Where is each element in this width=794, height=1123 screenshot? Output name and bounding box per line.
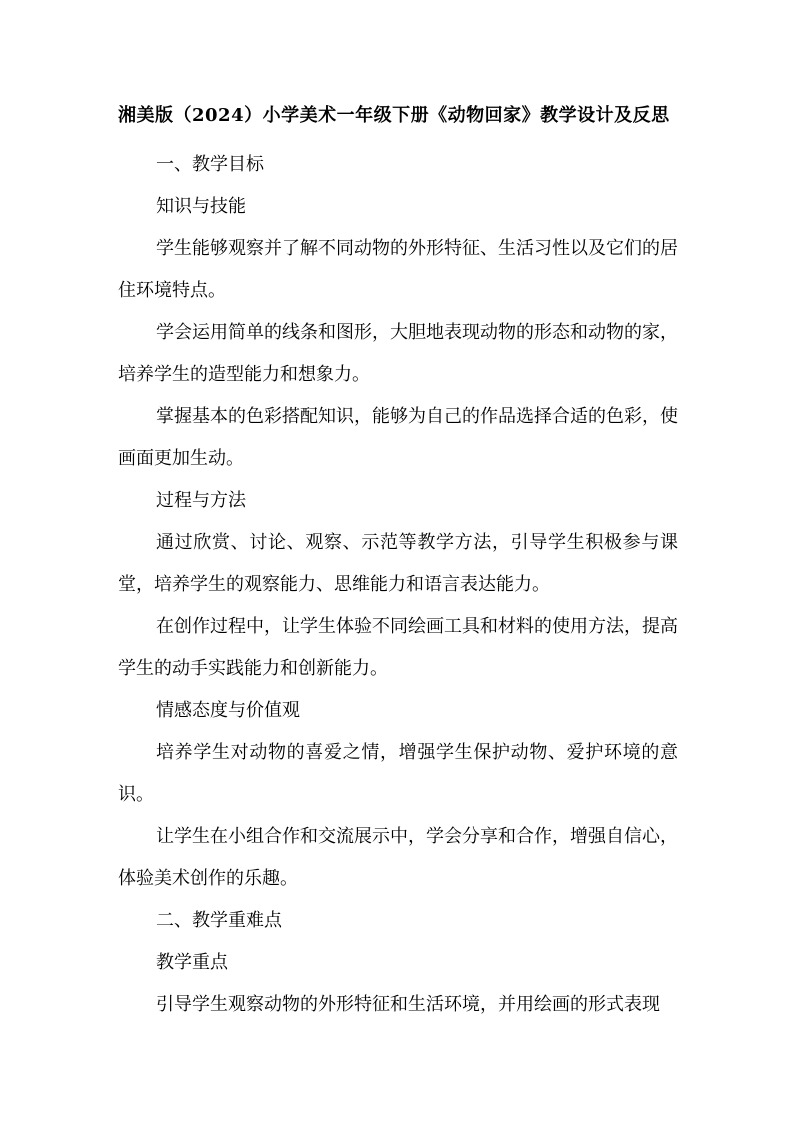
section-heading-key-points: 二、教学重难点 [156, 910, 282, 931]
paragraph: 在创作过程中，让学生体验不同绘画工具和材料的使用方法，提高学生的动手实践能力和创新能力。 [118, 616, 678, 679]
paragraph: 掌握基本的色彩搭配知识，能够为自己的作品选择合适的色彩，使画面更加生动。 [118, 406, 678, 469]
subheading-attitudes-values: 情感态度与价值观 [156, 700, 300, 721]
paragraph: 学会运用简单的线条和图形，大胆地表现动物的形态和动物的家，培养学生的造型能力和想象力。 [118, 322, 678, 385]
document-body [118, 144, 678, 1026]
subheading-process-methods: 过程与方法 [156, 490, 246, 511]
subheading-knowledge-skills: 知识与技能 [156, 196, 246, 217]
paragraph: 培养学生对动物的喜爱之情，增强学生保护动物、爱护环境的意识。 [118, 742, 678, 805]
section-heading-objectives: 一、教学目标 [156, 154, 264, 175]
paragraph: 让学生在小组合作和交流展示中，学会分享和合作，增强自信心，体验美术创作的乐趣。 [118, 826, 678, 889]
paragraph: 学生能够观察并了解不同动物的外形特征、生活习性以及它们的居住环境特点。 [118, 238, 678, 301]
document-title: 湘美版（2024）小学美术一年级下册《动物回家》教学设计及反思 [118, 105, 670, 126]
paragraph: 通过欣赏、讨论、观察、示范等教学方法，引导学生积极参与课堂，培养学生的观察能力、思维能力和语言表达能力。 [118, 532, 678, 595]
subheading-teaching-focus: 教学重点 [156, 952, 228, 973]
paragraph: 引导学生观察动物的外形特征和生活环境，并用绘画的形式表现 [156, 994, 660, 1015]
